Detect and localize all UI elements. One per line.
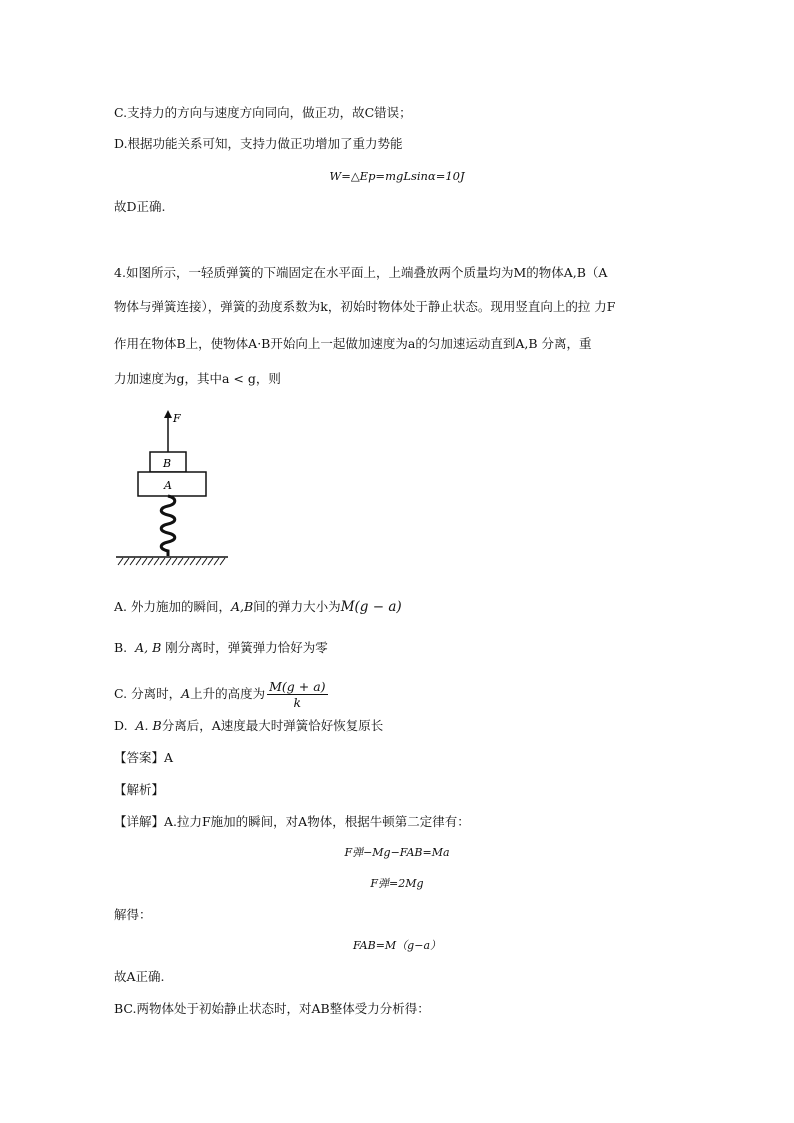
question-number: 4. [114, 265, 126, 280]
detail-a: 【详解】A.拉力F施加的瞬间，对A物体，根据牛顿第二定律有： [114, 814, 470, 829]
equation-1: F弹−Mg−FAB=Ma [344, 846, 450, 859]
question-stem-line-1: 4.如图所示，一轻质弹簧的下端固定在水平面上，上端叠放两个质量均为M的物体A,B（A [114, 265, 608, 280]
option-b: B. A, B 刚分离时，弹簧弹力恰好为零 [114, 640, 328, 655]
question-stem-line-4: 力加速度为g，其中a < g，则 [114, 371, 281, 386]
analysis-label: 【解析】 [114, 782, 165, 797]
force-label: F [173, 412, 181, 425]
block-b-label: B [163, 457, 172, 470]
a-correct: 故A正确. [114, 969, 165, 984]
bc-explanation: BC.两物体处于初始静止状态时，对AB整体受力分析得： [114, 1001, 430, 1016]
solve-label: 解得： [114, 907, 152, 922]
block-a-label: A [164, 479, 172, 492]
option-d: D. A. B分离后，A速度最大时弹簧恰好恢复原长 [114, 718, 384, 733]
work-formula: W=△Ep=mgLsinα=10J [329, 169, 465, 183]
option-d-explanation: D.根据功能关系可知，支持力做正功增加了重力势能 [114, 136, 403, 151]
equation-3: FAB=M（g−a） [353, 939, 441, 952]
option-a: A. 外力施加的瞬间，A,B间的弹力大小为M(g − a) [114, 599, 402, 615]
ground-hatching [118, 558, 225, 565]
option-c: C. 分离时，A上升的高度为 $\frac{M(g + a)}{k}$ [114, 679, 326, 710]
spring-diagram [114, 408, 232, 574]
question-stem-line-2: 物体与弹簧连接），弹簧的劲度系数为k，初始时物体处于静止状态。现用竖直向上的拉 力F [114, 299, 616, 314]
block-a [138, 472, 206, 496]
question-stem-line-3: 作用在物体B上，使物体A·B开始向上一起做加速度为a的匀加速运动直到A,B 分离，重 [114, 336, 592, 351]
force-arrow-head [164, 410, 172, 418]
equation-2: F弹=2Mg [370, 877, 424, 890]
spring-blocks-figure [114, 408, 232, 574]
option-c-explanation: C.支持力的方向与速度方向同向，做正功，故C错误； [114, 105, 412, 120]
spring [161, 496, 175, 556]
option-d-conclusion: 故D正确. [114, 199, 166, 214]
answer-label: 【答案】A [114, 750, 174, 765]
height-fraction: $\frac{M(g + a)}{k}$ [269, 679, 326, 710]
